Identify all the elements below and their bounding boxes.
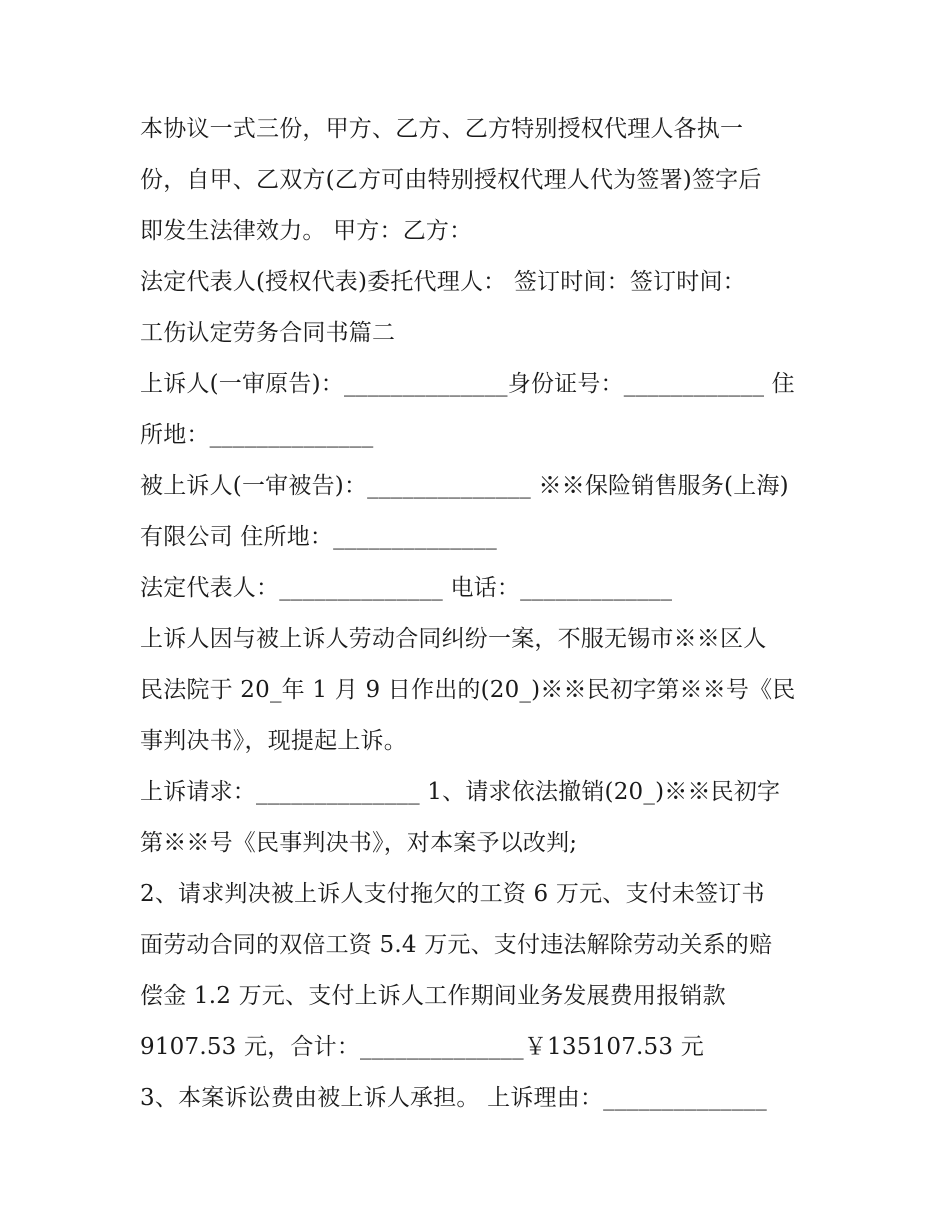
text-line: 3、本案诉讼费由被上诉人承担。 上诉理由：______________ <box>140 1085 767 1111</box>
text-line: 即发生法律效力。 甲方：乙方： <box>140 218 473 244</box>
text-line: 第※※号《民事判决书》，对本案予以改判; <box>140 830 578 856</box>
section-heading: 工伤认定劳务合同书篇二 <box>140 320 396 346</box>
text-line: 有限公司 住所地：______________ <box>140 524 497 550</box>
text-line: 所地：______________ <box>140 422 374 448</box>
text-line: 上诉人因与被上诉人劳动合同纠纷一案，不服无锡市※※区人 <box>140 626 767 652</box>
text-line: 本协议一式三份，甲方、乙方、乙方特别授权代理人各执一 <box>140 116 744 142</box>
text-line: 2、请求判决被上诉人支付拖欠的工资 6 万元、支付未签订书 <box>140 881 765 907</box>
document-body <box>140 104 820 1124</box>
text-line: 法定代表人(授权代表)委托代理人： 签订时间：签订时间： <box>140 269 746 295</box>
text-line: 民法院于 20_年 1 月 9 日作出的(20_)※※民初字第※※号《民 <box>140 677 796 703</box>
text-line: 被上诉人(一审被告)：______________ ※※保险销售服务(上海) <box>140 473 789 499</box>
text-line: 事判决书》，现提起上诉。 <box>140 728 407 754</box>
text-line: 偿金 1.2 万元、支付上诉人工作期间业务发展费用报销款 <box>140 983 726 1009</box>
text-line: 份，自甲、乙双方(乙方可由特别授权代理人代为签署)签字后 <box>140 167 762 193</box>
text-line: 上诉请求：______________ 1、请求依法撤销(20_)※※民初字 <box>140 779 781 805</box>
text-line: 9107.53 元，合计：______________￥135107.53 元 <box>140 1034 704 1060</box>
text-line: 上诉人(一审原告)：______________身份证号：____________ 住 <box>140 371 795 397</box>
text-line: 法定代表人：______________ 电话：_____________ <box>140 575 673 601</box>
text-line: 面劳动合同的双倍工资 5.4 万元、支付违法解除劳动关系的赔 <box>140 932 773 958</box>
